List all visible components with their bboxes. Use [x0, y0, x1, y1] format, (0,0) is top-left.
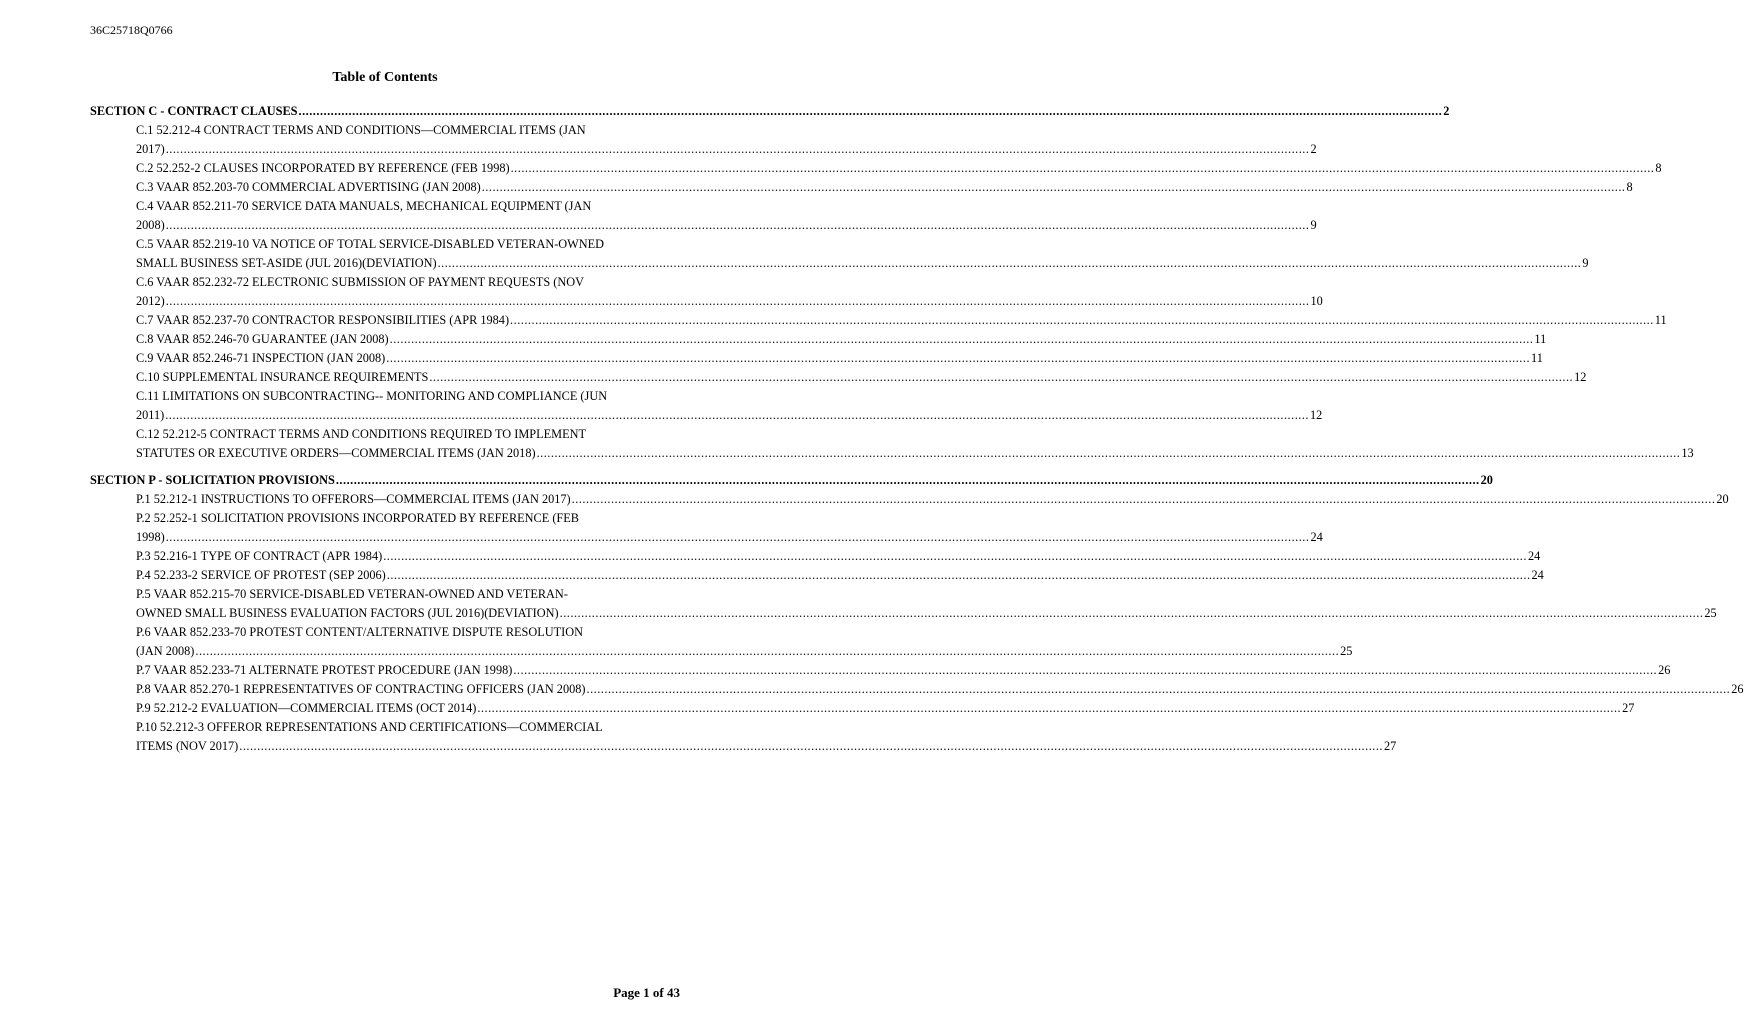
- toc-entry-title-line: P.6 VAAR 852.233-70 PROTEST CONTENT/ALTERNATIVE DISPUTE RESOLUTION: [136, 625, 584, 639]
- toc-entry-list: [90, 121, 1694, 463]
- toc-page-number: 11: [1534, 332, 1547, 346]
- toc-entry-title: P.3 52.216-1 TYPE OF CONTRACT (APR 1984): [136, 549, 383, 563]
- toc-page-number: 12: [1309, 408, 1323, 422]
- toc-entry-link[interactable]: [136, 330, 1547, 349]
- toc-entry-title: C.3 VAAR 852.203-70 COMMERCIAL ADVERTISING (JAN 2008): [136, 180, 481, 194]
- toc-entry-link[interactable]: [136, 509, 1323, 547]
- toc-entry-title: P.8 VAAR 852.270-1 REPRESENTATIVES OF CONTRACTING OFFICERS (JAN 2008): [136, 682, 586, 696]
- toc-page-number: 20: [1716, 492, 1729, 506]
- toc-page-number: 20: [1480, 473, 1493, 487]
- toc-section-link[interactable]: [90, 102, 1450, 121]
- dot-leader: [166, 140, 1310, 159]
- toc-entry-link[interactable]: [136, 718, 1397, 756]
- toc-entry-title: C.7 VAAR 852.237-70 CONTRACTOR RESPONSIBILITIES (APR 1984): [136, 313, 510, 327]
- dot-leader: [587, 680, 1731, 699]
- toc-section-link[interactable]: [90, 471, 1493, 490]
- toc-entry-title-line: P.10 52.212-3 OFFEROR REPRESENTATIONS AND CERTIFICATIONS—COMMERCIAL: [136, 720, 603, 734]
- toc-entry-title: P.4 52.233-2 SERVICE OF PROTEST (SEP 2006): [136, 568, 386, 582]
- dot-leader: [387, 566, 1531, 585]
- toc-entry-link[interactable]: [136, 311, 1667, 330]
- dot-leader: [336, 471, 1480, 490]
- toc-title: Table of Contents: [332, 70, 438, 85]
- toc-entry-link[interactable]: [136, 699, 1635, 718]
- toc-page-number: 11: [1531, 351, 1543, 365]
- toc-section-label: SECTION C - CONTRACT CLAUSES: [90, 104, 298, 118]
- dot-leader: [477, 699, 1621, 718]
- dot-leader: [195, 642, 1339, 661]
- dot-leader: [239, 737, 1383, 756]
- toc-entry-link[interactable]: [136, 273, 1323, 311]
- toc-page-number: 25: [1704, 606, 1717, 620]
- toc-entry-title: 2017): [136, 142, 165, 156]
- toc-entry-title: ITEMS (NOV 2017): [136, 739, 239, 753]
- dot-leader: [390, 330, 1534, 349]
- dot-leader: [510, 311, 1654, 330]
- toc-page-number: 24: [1527, 549, 1541, 563]
- toc-entry-title: (JAN 2008): [136, 644, 195, 658]
- toc-page-number: 8: [1655, 161, 1662, 175]
- dot-leader: [482, 178, 1626, 197]
- toc-entry-link[interactable]: [136, 490, 1729, 509]
- toc-page-number: 9: [1310, 218, 1317, 232]
- dot-leader: [299, 102, 1443, 121]
- toc-page-number: 26: [1731, 682, 1744, 696]
- toc-entry-link[interactable]: [136, 566, 1544, 585]
- toc-entry-title: P.9 52.212-2 EVALUATION—COMMERCIAL ITEMS (OCT 2014): [136, 701, 477, 715]
- toc-page-number: 26: [1658, 663, 1671, 677]
- toc-entry-title: C.9 VAAR 852.246-71 INSPECTION (JAN 2008): [136, 351, 386, 365]
- toc-entry-list: [90, 490, 1744, 756]
- toc-entry-title: P.7 VAAR 852.233-71 ALTERNATE PROTEST PROCEDURE (JAN 1998): [136, 663, 513, 677]
- toc-entry-link[interactable]: [136, 547, 1541, 566]
- dot-leader: [537, 444, 1681, 463]
- toc-entry-link[interactable]: [136, 661, 1671, 680]
- toc-page-number: 2: [1443, 104, 1450, 118]
- toc-entry-link[interactable]: [136, 235, 1589, 273]
- dot-leader: [166, 528, 1310, 547]
- toc-page-number: 12: [1574, 370, 1587, 384]
- table-of-contents: [90, 102, 1744, 764]
- toc-entry-title: OWNED SMALL BUSINESS EVALUATION FACTORS (JUL 2016)(DEVIATION): [136, 606, 559, 620]
- toc-entry-link[interactable]: [136, 387, 1323, 425]
- page-number: Page 1 of 43: [613, 985, 680, 1000]
- toc-entry-title-line: C.6 VAAR 852.232-72 ELECTRONIC SUBMISSION OF PAYMENT REQUESTS (NOV: [136, 275, 584, 289]
- dot-leader: [383, 547, 1527, 566]
- toc-entry-title-line: C.1 52.212-4 CONTRACT TERMS AND CONDITIONS—COMMERCIAL ITEMS (JAN: [136, 123, 586, 137]
- toc-entry-link[interactable]: [136, 425, 1694, 463]
- toc-entry-title: P.1 52.212-1 INSTRUCTIONS TO OFFERORS—COMMERCIAL ITEMS (JAN 2017): [136, 492, 571, 506]
- dot-leader: [560, 604, 1704, 623]
- toc-page-number: 27: [1384, 739, 1397, 753]
- toc-entry-title: C.10 SUPPLEMENTAL INSURANCE REQUIREMENTS: [136, 370, 429, 384]
- toc-page-number: 11: [1654, 313, 1667, 327]
- dot-leader: [166, 216, 1310, 235]
- toc-entry-title: 2012): [136, 294, 165, 308]
- toc-page-number: 13: [1681, 446, 1694, 460]
- toc-entry-link[interactable]: [136, 623, 1353, 661]
- toc-entry-title: 2008): [136, 218, 165, 232]
- toc-entry-title-line: C.11 LIMITATIONS ON SUBCONTRACTING-- MONITORING AND COMPLIANCE (JUN: [136, 389, 608, 403]
- dot-leader: [572, 490, 1716, 509]
- toc-entry-title: 1998): [136, 530, 165, 544]
- toc-entry-title-line: C.4 VAAR 852.211-70 SERVICE DATA MANUALS, MECHANICAL EQUIPMENT (JAN: [136, 199, 592, 213]
- toc-page-number: 9: [1582, 256, 1589, 270]
- dot-leader: [166, 292, 1310, 311]
- toc-entry-title: C.2 52.252-2 CLAUSES INCORPORATED BY REFERENCE (FEB 1998): [136, 161, 510, 175]
- toc-entry-link[interactable]: [136, 368, 1587, 387]
- dot-leader: [511, 159, 1655, 178]
- toc-page-number: 24: [1310, 530, 1323, 544]
- document-id: 36C25718Q0766: [90, 23, 173, 37]
- toc-entry-title: STATUTES OR EXECUTIVE ORDERS—COMMERCIAL ITEMS (JAN 2018): [136, 446, 536, 460]
- toc-section-label: SECTION P - SOLICITATION PROVISIONS: [90, 473, 335, 487]
- toc-page-number: 25: [1340, 644, 1353, 658]
- toc-entry-title-line: C.12 52.212-5 CONTRACT TERMS AND CONDITIONS REQUIRED TO IMPLEMENT: [136, 427, 586, 441]
- dot-leader: [165, 406, 1309, 425]
- toc-entry-title-line: C.5 VAAR 852.219-10 VA NOTICE OF TOTAL SERVICE-DISABLED VETERAN-OWNED: [136, 237, 605, 251]
- toc-page-number: 24: [1531, 568, 1544, 582]
- toc-entry-title-line: P.5 VAAR 852.215-70 SERVICE-DISABLED VETERAN-OWNED AND VETERAN-: [136, 587, 568, 601]
- toc-entry-title: 2011): [136, 408, 165, 422]
- toc-entry-link[interactable]: [136, 585, 1717, 623]
- toc-entry-title: SMALL BUSINESS SET-ASIDE (JUL 2016)(DEVIATION): [136, 256, 437, 270]
- toc-entry-link[interactable]: [136, 178, 1633, 197]
- toc-entry-link[interactable]: [136, 121, 1317, 159]
- toc-entry-link[interactable]: [136, 349, 1543, 368]
- toc-entry-link[interactable]: [136, 680, 1744, 699]
- toc-entry-link[interactable]: [136, 159, 1662, 178]
- toc-entry-title-line: P.2 52.252-1 SOLICITATION PROVISIONS INCORPORATED BY REFERENCE (FEB: [136, 511, 579, 525]
- dot-leader: [386, 349, 1530, 368]
- dot-leader: [513, 661, 1657, 680]
- toc-entry-link[interactable]: [136, 197, 1317, 235]
- toc-page-number: 10: [1310, 294, 1323, 308]
- toc-page-number: 27: [1622, 701, 1635, 715]
- toc-page-number: 2: [1310, 142, 1317, 156]
- toc-page-number: 8: [1626, 180, 1633, 194]
- toc-entry-title: C.8 VAAR 852.246-70 GUARANTEE (JAN 2008): [136, 332, 389, 346]
- dot-leader: [438, 254, 1582, 273]
- dot-leader: [429, 368, 1573, 387]
